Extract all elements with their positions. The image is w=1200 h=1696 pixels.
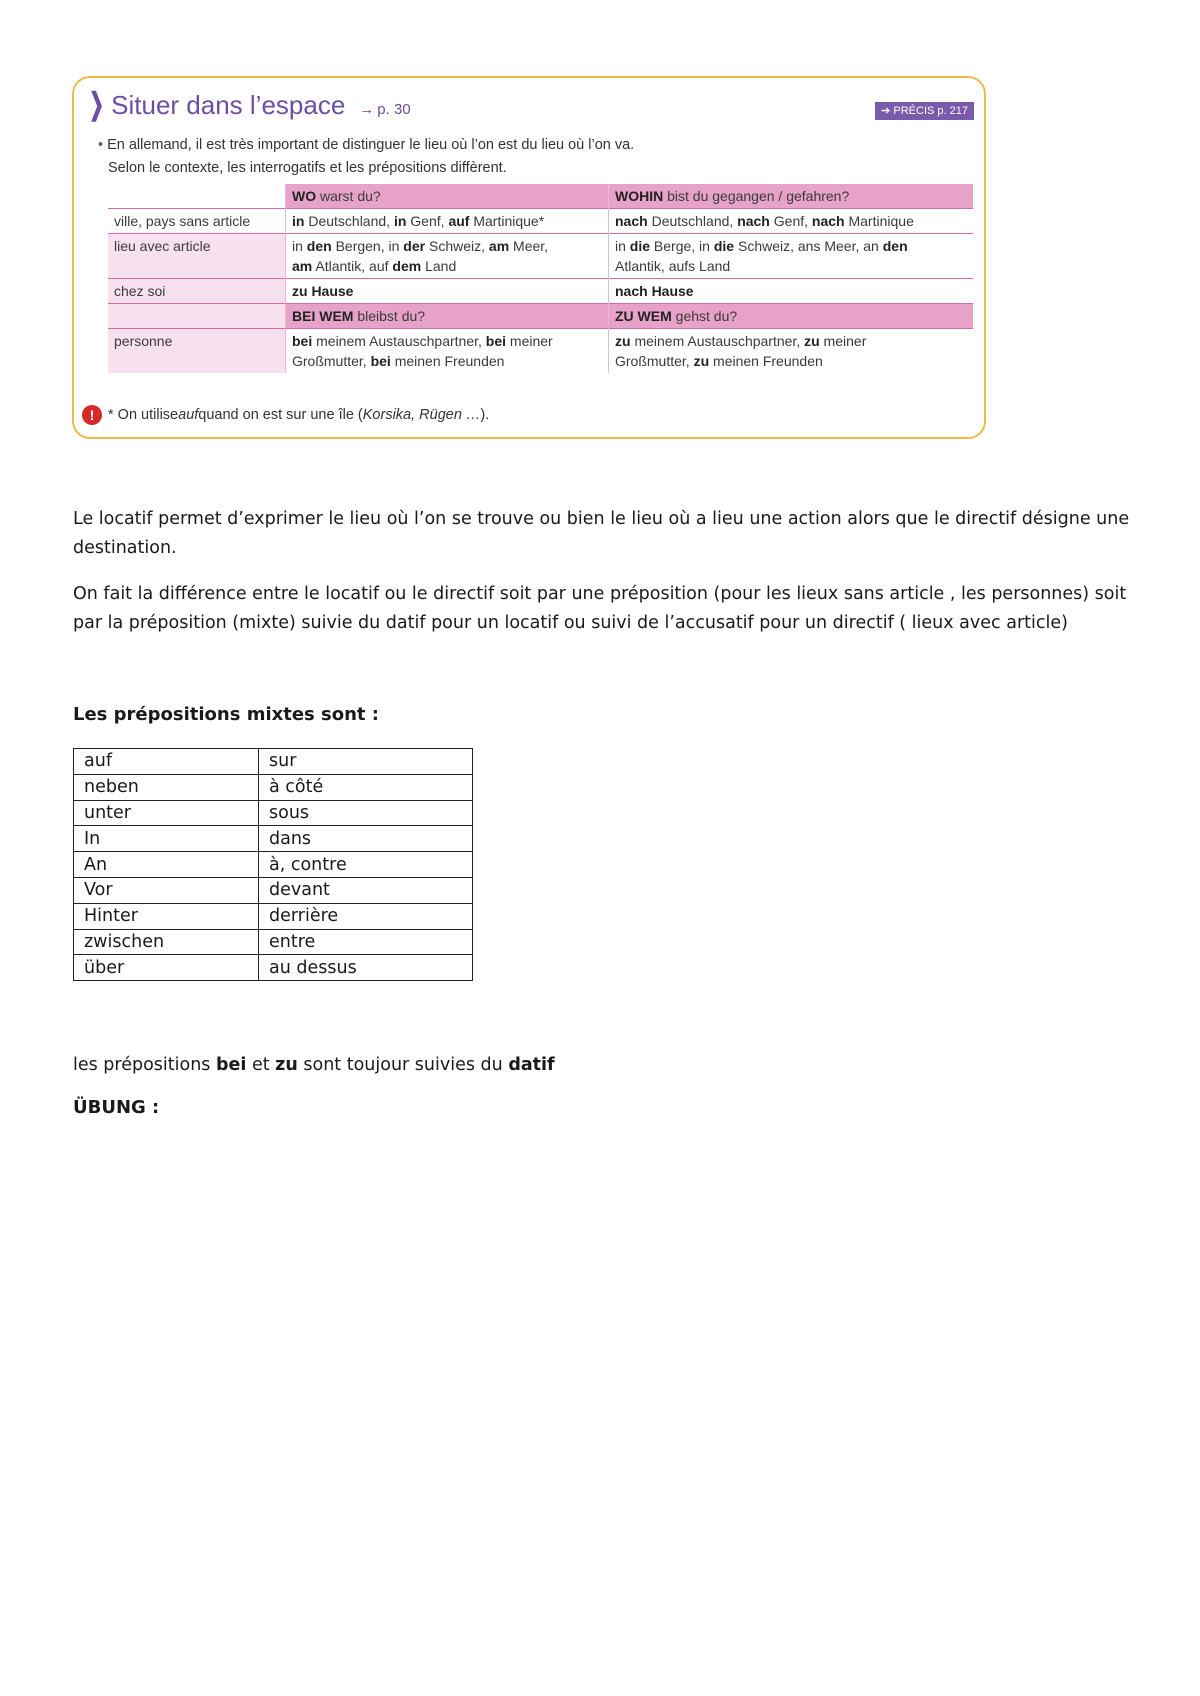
preposition-german: Hinter <box>74 903 259 929</box>
table-row <box>74 955 473 981</box>
row-label: chez soi <box>108 279 286 304</box>
table-row <box>74 774 473 800</box>
mixed-prepositions-table <box>73 748 473 981</box>
preposition-french: sur <box>259 749 473 775</box>
row-cell-wohin: in die Berge, in die Schweiz, ans Meer, an den Atlantik, aufs Land <box>609 234 974 279</box>
header-wo: WO warst du? <box>286 184 609 209</box>
rule-sentence: les prépositions bei et zu sont toujour suivies du datif <box>73 1055 555 1075</box>
row-cell-wo: in Deutschland, in Genf, auf Martinique* <box>286 209 609 234</box>
page-reference <box>359 101 410 118</box>
table-row <box>74 877 473 903</box>
grammar-box <box>72 76 986 439</box>
header-bei-wem: BEI WEM bleibst du? <box>286 304 609 329</box>
arrow-right-icon: → <box>359 101 375 118</box>
preposition-french: au dessus <box>259 955 473 981</box>
table-row <box>74 929 473 955</box>
table-row <box>74 749 473 775</box>
intro-line-2: Selon le contexte, les interrogatifs et les prépositions diffèrent. <box>108 160 507 176</box>
page-reference-text: p. 30 <box>377 101 411 118</box>
table-header-row <box>108 184 973 209</box>
row-label: personne <box>108 329 286 374</box>
box-header <box>84 90 411 120</box>
arrow-right-icon: ➔ <box>881 105 894 117</box>
preposition-french: à, contre <box>259 852 473 878</box>
warning-icon: ! <box>82 405 102 425</box>
table-row <box>108 234 973 279</box>
box-intro <box>98 134 635 180</box>
row-cell-wo: zu Hause <box>286 279 609 304</box>
row-label: lieu avec article <box>108 234 286 279</box>
chevron-right-icon: ❯ <box>89 88 105 121</box>
header-empty-cell <box>108 184 286 209</box>
table-row <box>108 209 973 234</box>
row-cell-wo: in den Bergen, in der Schweiz, am Meer, am Atlantik, auf dem Land <box>286 234 609 279</box>
row-cell-wohin: zu meinem Austauschpartner, zu meiner Großmutter, zu meinen Freunden <box>609 329 974 374</box>
header-empty-cell <box>108 304 286 329</box>
intro-line-1-text: En allemand, il est très important de distinguer le lieu où l’on est du lieu où l’on va. <box>107 137 635 153</box>
table-row <box>108 279 973 304</box>
row-label: ville, pays sans article <box>108 209 286 234</box>
preposition-french: entre <box>259 929 473 955</box>
table-row <box>74 903 473 929</box>
preposition-german: zwischen <box>74 929 259 955</box>
preposition-german: über <box>74 955 259 981</box>
precis-badge-text: PRÉCIS p. 217 <box>893 105 968 117</box>
table-header-row <box>108 304 973 329</box>
preposition-german: In <box>74 826 259 852</box>
preposition-usage-table <box>108 184 973 373</box>
preposition-french: devant <box>259 877 473 903</box>
preposition-german: auf <box>74 749 259 775</box>
precis-badge <box>875 102 974 120</box>
table-row <box>74 800 473 826</box>
table-row <box>108 329 973 374</box>
paragraph-locatif: Le locatif permet d’exprimer le lieu où l’on se trouve ou bien le lieu où a lieu une action alors que le directif désigne une destination. <box>73 509 1130 558</box>
row-cell-wohin: nach Hause <box>609 279 974 304</box>
preposition-french: dans <box>259 826 473 852</box>
table-row <box>74 826 473 852</box>
box-title: Situer dans l’espace <box>111 90 346 120</box>
island-note: ! * On utilise auf quand on est sur une île ( Korsika, Rügen … ). <box>82 405 489 425</box>
preposition-french: sous <box>259 800 473 826</box>
preposition-french: à côté <box>259 774 473 800</box>
row-cell-wohin: nach Deutschland, nach Genf, nach Martinique <box>609 209 974 234</box>
intro-line-1 <box>98 134 635 157</box>
preposition-german: neben <box>74 774 259 800</box>
preposition-german: Vor <box>74 877 259 903</box>
header-wohin: WOHIN bist du gegangen / gefahren? <box>609 184 974 209</box>
bullet-icon: • <box>98 137 104 153</box>
preposition-french: derrière <box>259 903 473 929</box>
table-row <box>74 852 473 878</box>
preposition-german: unter <box>74 800 259 826</box>
row-cell-wo: bei meinem Austauschpartner, bei meiner Großmutter, bei meinen Freunden <box>286 329 609 374</box>
header-zu-wem: ZU WEM gehst du? <box>609 304 974 329</box>
preposition-german: An <box>74 852 259 878</box>
exercise-heading: ÜBUNG : <box>73 1097 160 1118</box>
mixed-prepositions-heading: Les prépositions mixtes sont : <box>73 704 379 725</box>
paragraph-difference: On fait la différence entre le locatif ou le directif soit par une préposition (pour les lieux sans article , les personnes) soit par la préposition (mixte) suivie du datif pour un locatif ou suivi de l’accusatif pour un directif ( lieux avec article) <box>73 584 1127 633</box>
